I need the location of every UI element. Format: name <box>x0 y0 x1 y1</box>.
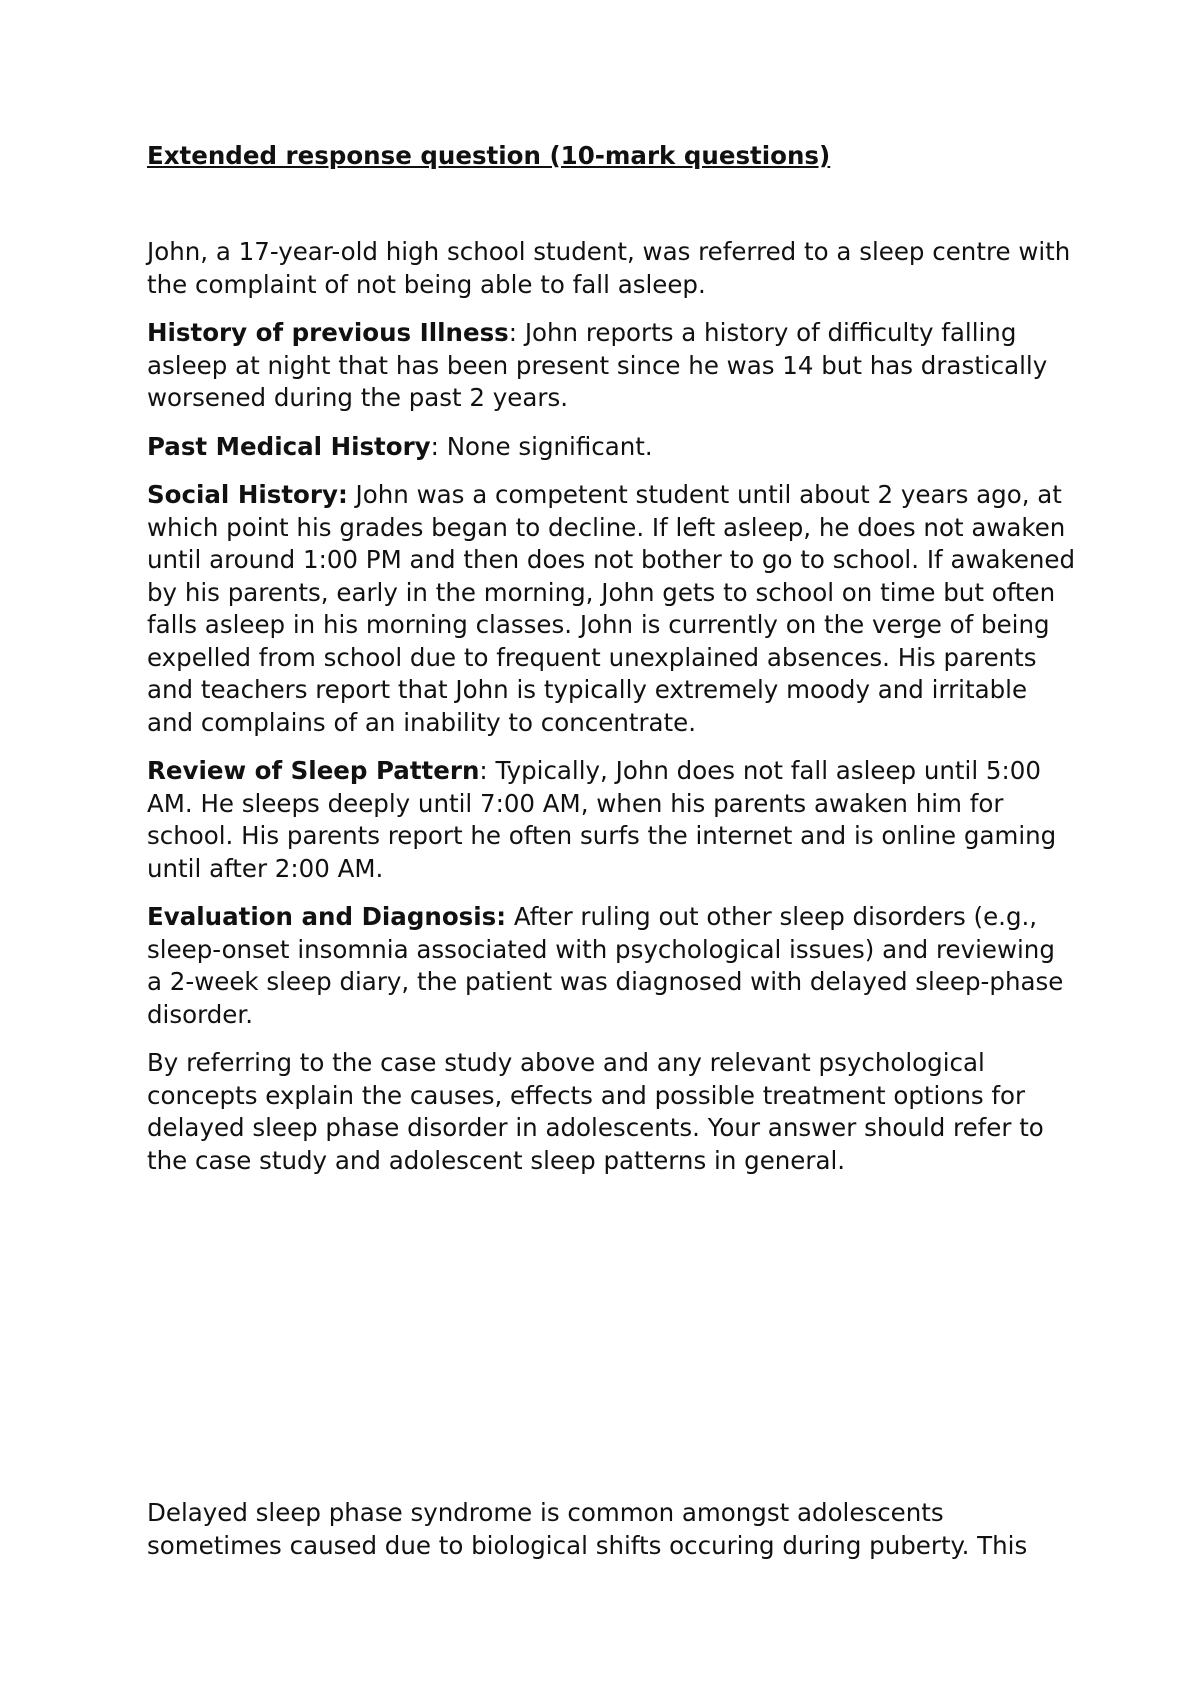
section-separator: : <box>430 431 447 461</box>
answer-paragraph: Delayed sleep phase syndrome is common amongst adolescents sometimes caused due to biological shifts occuring during puberty. This <box>147 1498 1028 1560</box>
document-body <box>147 140 1077 1193</box>
section-review-sleep-pattern <box>147 755 1077 885</box>
section-evaluation-diagnosis <box>147 901 1077 1031</box>
section-text: John was a competent student until about 2 years ago, at which point his grades began to decline. If left asleep, he does not awaken until around 1:00 PM and then does not bother to go to school. If awakened by his parents, early in the morning, John gets to school on time but often falls asleep in his morning classes. John is currently on the verge of being expelled from school due to frequent unexplained absences. His parents and teachers report that John is typically extremely moody and irritable and complains of an inability to concentrate. <box>147 480 1076 737</box>
section-label: History of previous Illness <box>147 318 509 347</box>
question-paragraph: By referring to the case study above and any relevant psychological concepts explain the causes, effects and possible treatment options for delayed sleep phase disorder in adolescents. Your answer should refer to the case study and adolescent sleep patterns in general. <box>147 1048 1044 1175</box>
section-separator <box>506 902 514 931</box>
section-text: John reports a history of difficulty falling asleep at night that has been present since he was 14 but has drastically worsened during the past 2 years. <box>147 318 1048 412</box>
section-text: Typically, John does not fall asleep until 5:00 AM. He sleeps deeply until 7:00 AM, when his parents awaken him for school. His parents report he often surfs the internet and is online gaming until after 2:00 AM. <box>147 756 1057 883</box>
section-text: After ruling out other sleep disorders (e.g., sleep-onset insomnia associated with psychological issues) and reviewing a 2-week sleep diary, the patient was diagnosed with delayed sleep-phase disorder. <box>147 902 1064 1029</box>
section-separator: : <box>479 756 496 785</box>
section-separator <box>348 480 356 509</box>
section-label: Evaluation and Diagnosis: <box>147 902 507 931</box>
section-text: None significant. <box>446 431 653 461</box>
section-label: Past Medical History <box>147 431 431 461</box>
page-title: Extended response question (10-mark questions) <box>147 141 831 170</box>
section-separator: : <box>508 318 525 347</box>
section-label: Social History: <box>147 480 348 509</box>
intro-paragraph: John, a 17-year-old high school student, was referred to a sleep centre with the complaint of not being able to fall asleep. <box>147 237 1071 299</box>
section-past-medical-history <box>147 431 1077 464</box>
section-social-history <box>147 479 1077 739</box>
section-label: Review of Sleep Pattern <box>147 756 480 785</box>
section-history-previous-illness <box>147 317 1077 415</box>
